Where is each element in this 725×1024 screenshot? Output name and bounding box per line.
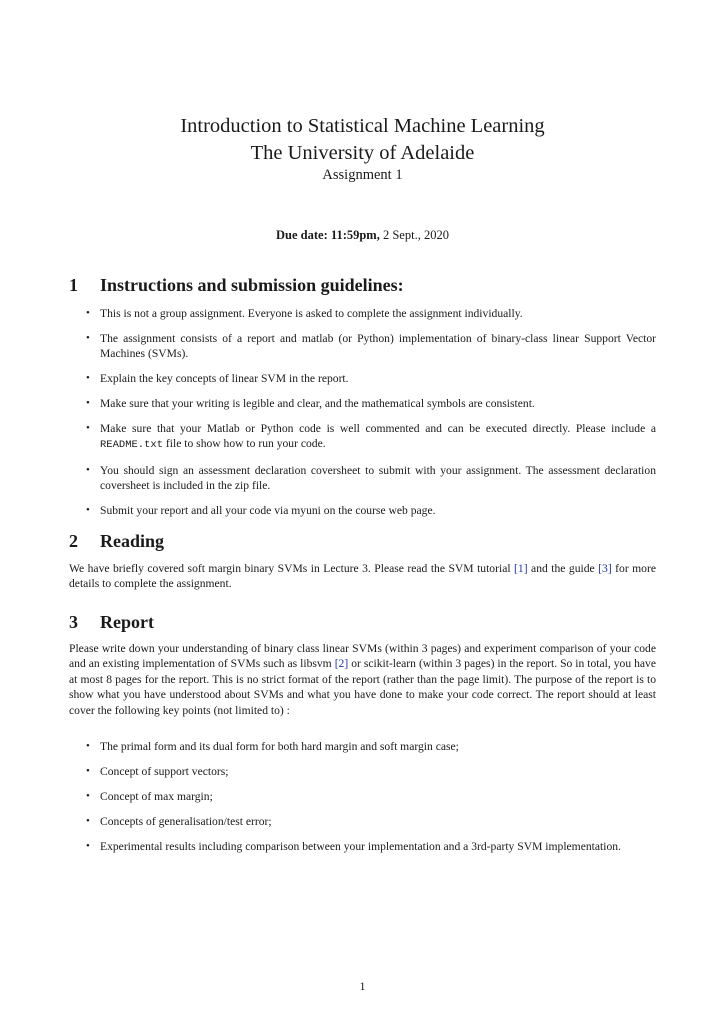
list-item-text: This is not a group assignment. Everyone is asked to complete the assignment individually. (100, 307, 523, 320)
section-2-number: 2 (69, 531, 78, 551)
bullet-icon: • (86, 397, 90, 409)
readme-filename: README.txt (100, 439, 164, 451)
due-date-label: Due date: 11:59pm, (276, 228, 380, 242)
bullet-icon: • (86, 740, 90, 752)
list-item (86, 396, 656, 411)
list-item-text: Submit your report and all your code via myuni on the course web page. (100, 504, 436, 517)
list-item (86, 839, 656, 854)
report-text-a: Please write down your understanding of binary class linear SVMs (within 3 pages) and experiment comparison of your code and an existing implementation of SVMs such as libsvm (69, 642, 656, 671)
reading-text-a: We have briefly covered soft margin binary SVMs in Lecture 3. Please read the SVM tutorial (69, 562, 515, 575)
list-item-text: The primal form and its dual form for both hard margin and soft margin case; (100, 740, 459, 753)
section-3-number: 3 (69, 612, 78, 632)
list-item-text: The assignment consists of a report and matlab (or Python) implementation of binary-class linear Support Vector Machines (SVMs). (100, 332, 656, 360)
list-item-text-before: Make sure that your Matlab or Python code is well commented and can be executed directly. Please include a (100, 422, 656, 435)
course-title: Introduction to Statistical Machine Learning (180, 115, 545, 137)
list-item (86, 463, 656, 493)
reading-text-b: and the guide (527, 562, 599, 575)
title-block (0, 113, 725, 184)
list-item (86, 503, 656, 518)
bullet-icon: • (86, 504, 90, 516)
due-date-year: 2020 (423, 228, 449, 242)
section-3-title: Report (100, 612, 154, 632)
list-item (86, 306, 656, 321)
section-2-title: Reading (100, 531, 165, 551)
section-3-paragraph (69, 641, 656, 718)
section-2-paragraph (69, 561, 656, 592)
bullet-icon: • (86, 372, 90, 384)
section-1-title: Instructions and submission guidelines: (100, 275, 404, 295)
list-item (86, 814, 656, 829)
bullet-icon: • (86, 765, 90, 777)
bullet-icon: • (86, 815, 90, 827)
list-item-text: Make sure that your writing is legible and clear, and the mathematical symbols are consistent. (100, 397, 535, 410)
bullet-icon: • (86, 422, 90, 434)
page-number: 1 (359, 979, 366, 993)
list-item (86, 421, 656, 453)
list-item-text: Explain the key concepts of linear SVM in the report. (100, 372, 349, 385)
section-3-heading (69, 611, 154, 633)
assignment-subtitle: Assignment 1 (322, 167, 403, 183)
list-item (86, 371, 656, 386)
citation-2-link[interactable]: [2] (334, 657, 349, 671)
bullet-icon: • (86, 307, 90, 319)
due-date (0, 228, 725, 243)
list-item (86, 764, 656, 779)
section-3-list (86, 739, 656, 854)
section-1-heading (69, 274, 404, 296)
list-item (86, 331, 656, 361)
list-item (86, 739, 656, 754)
section-2-heading (69, 530, 164, 552)
list-item-text: You should sign an assessment declaration coversheet to submit with your assignment. The assessment declaration coversheet is included in the zip file. (100, 464, 656, 492)
due-date-day: 2 Sept., (382, 228, 421, 242)
reading-text-c: for more details to complete the assignment. (69, 562, 656, 591)
list-item-text: Concepts of generalisation/test error; (100, 815, 272, 828)
list-item-text: Concept of support vectors; (100, 765, 229, 778)
list-item-text: Experimental results including comparison between your implementation and a 3rd-party SVM implementation. (100, 840, 621, 853)
citation-3-link[interactable]: [3] (598, 562, 612, 575)
bullet-icon: • (86, 464, 90, 476)
bullet-icon: • (86, 332, 90, 344)
list-item-text: Concept of max margin; (100, 790, 213, 803)
section-1-number: 1 (69, 275, 78, 295)
report-text-b: or scikit-learn (within 3 pages) in the report. So in total, you have at most 8 pages for the report. This is no strict format of the report (rather than the page limit). The purpose of the report is to show what you have understood about SVMs and what you have done to make your code correct. The report should at least cover the following key points (not limited to) : (69, 657, 656, 717)
list-item (86, 789, 656, 804)
bullet-icon: • (86, 790, 90, 802)
university-name: The University of Adelaide (250, 142, 475, 164)
list-item-text-after: file to show how to run your code. (163, 437, 326, 450)
bullet-icon: • (86, 840, 90, 852)
section-1-list (86, 306, 656, 518)
citation-1-link[interactable]: [1] (514, 562, 528, 575)
